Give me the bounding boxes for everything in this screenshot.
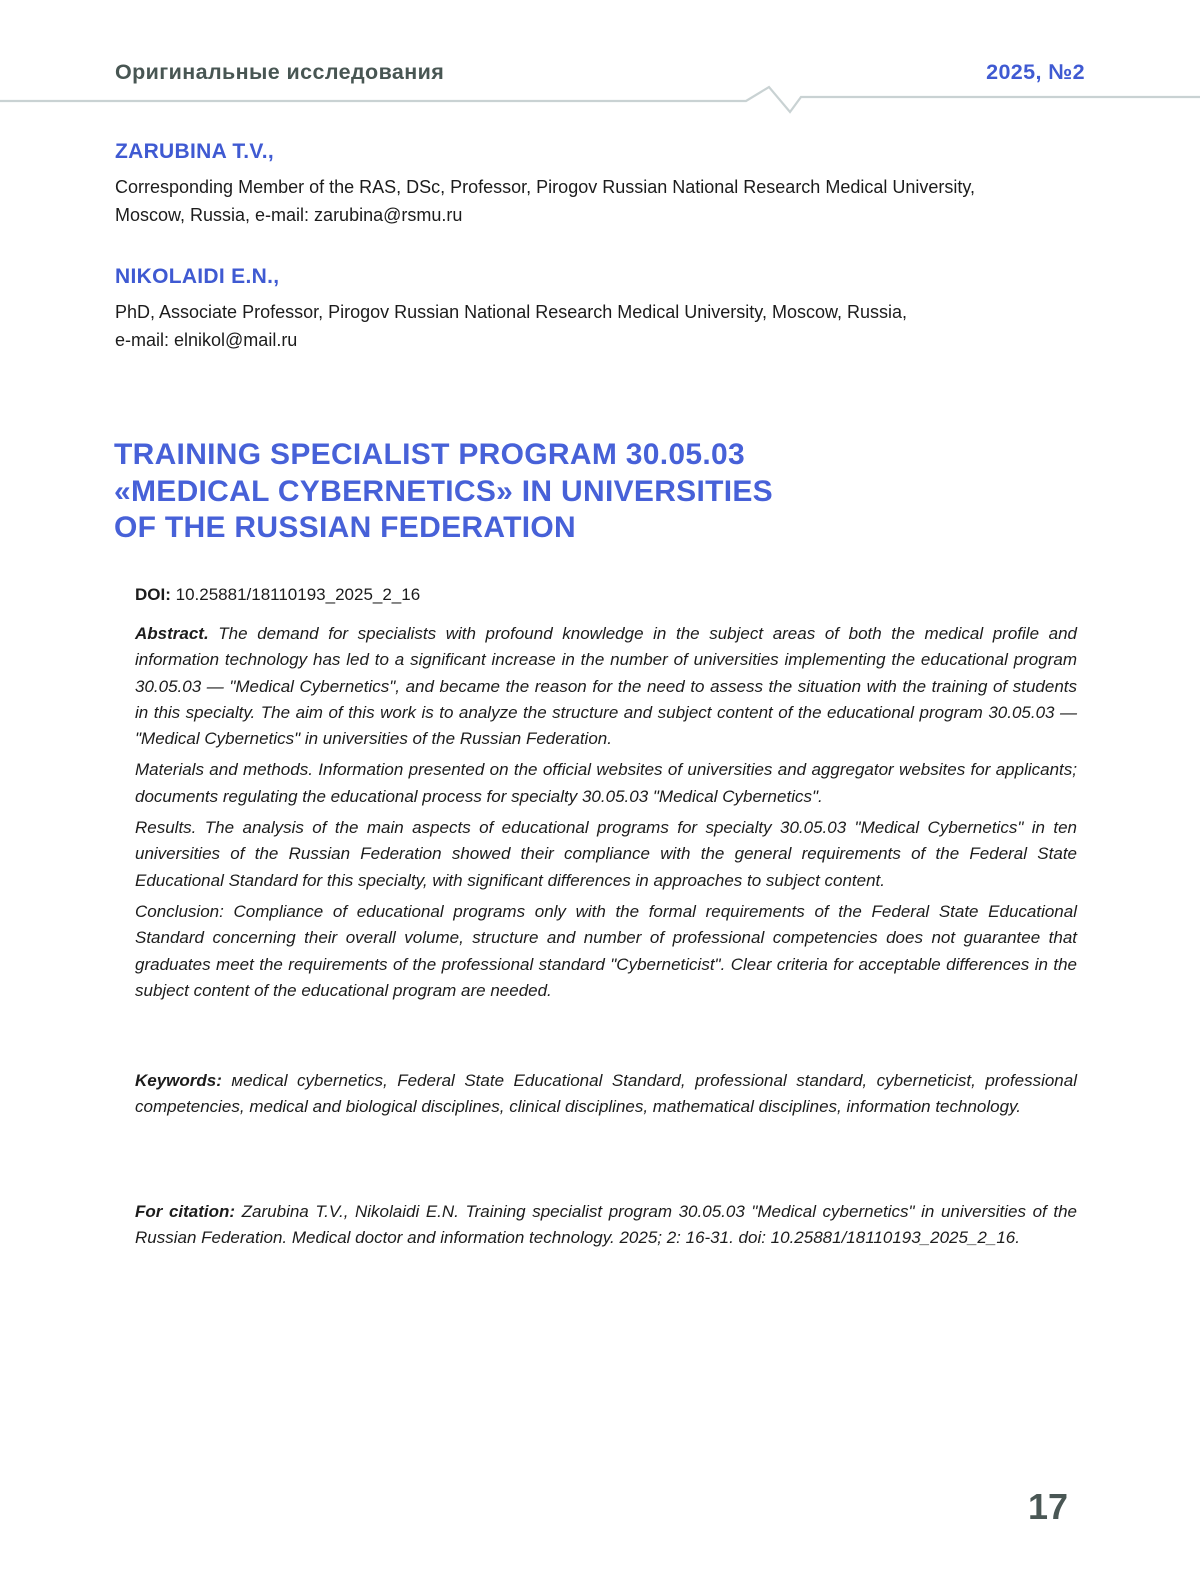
header-section-label: Оригинальные исследования [115,60,445,84]
author-affiliation: PhD, Associate Professor, Pirogov Russian National Research Medical University, Moscow, Russia, e-mail: elnikol@mail.ru [115,302,907,350]
keywords-text: мedical cybernetics, Federal State Educational Standard, professional standard, cyberneticist, professional competencies, medical and biological disciplines, clinical disciplines, mathematical disciplines, information technology. [135,1071,1077,1117]
author-block [115,140,1080,229]
abstract-paragraph [135,757,1077,810]
page-number: 17 [1027,1486,1068,1527]
results-text: Results. The analysis of the main aspects of educational programs for specialty 30.05.03 "Medical Cybernetics" in ten universities of the Russian Federation showed their compliance with the general requirements of the Federal State Educational Standard for this specialty, with significant differences in approaches to subject content. [135,818,1077,890]
header-issue-label: 2025, №2 [986,60,1085,84]
conclusion-text: Conclusion: Compliance of educational programs only with the formal requirements of the Federal State Educational Standard concerning their overall volume, structure and number of professional competencies does not guarantee that graduates meet the requirements of the professional standard "Cyberneticist". Clear criteria for acceptable differences in the subject content of the educational program are needed. [135,901,1077,1000]
abstract-paragraph [135,899,1077,1004]
doi-line [135,585,420,605]
abstract-text: The demand for specialists with profound knowledge in the subject areas of both the medical profile and information technology has led to a significant increase in the number of universities implementing the educational program 30.05.03 — "Medical Cybernetics", and became the reason for the need to assess the situation with the training of students in this specialty. The aim of this work is to analyze the structure and subject content of the educational program 30.05.03 — "Medical Cybernetics" in universities of the Russian Federation. [135,624,1077,749]
for-citation [135,1199,1077,1252]
author-name: NIKOLAIDI E.N., [115,265,280,288]
running-head [115,60,1085,85]
article-title [114,437,1014,547]
keywords-label: Keywords: [135,1071,222,1090]
article-title-line-3: OF THE RUSSIAN FEDERATION [114,511,576,544]
materials-text: Materials and methods. Information presented on the official websites of universities and aggregator websites for applicants; documents regulating the educational process for specialty 30.05.03 "Medical Cybernetics". [135,760,1077,806]
keywords [135,1068,1077,1121]
author-name: ZARUBINA T.V., [115,140,274,163]
abstract-label: Abstract. [135,624,209,643]
abstract [135,621,1077,1009]
citation-label: For citation: [135,1202,236,1221]
author-block [115,265,1080,354]
doi-label: DOI: [135,585,171,604]
author-list [115,140,1080,354]
header-divider-pulse [0,84,1200,116]
article-title-line-1: TRAINING SPECIALIST PROGRAM 30.05.03 [114,438,745,471]
abstract-paragraph [135,621,1077,752]
abstract-paragraph [135,815,1077,894]
author-affiliation: Corresponding Member of the RAS, DSc, Professor, Pirogov Russian National Research Medical University, Moscow, Russia, e-mail: zarubina@rsmu.ru [115,177,976,225]
citation-text: Zarubina T.V., Nikolaidi E.N. Training specialist program 30.05.03 "Medical cybernetics" in universities of the Russian Federation. Medical doctor and information technology. 2025; 2: 16-31. doi: 10.25881/18110193_2025_2_16. [135,1202,1077,1248]
doi-value: 10.25881/18110193_2025_2_16 [175,585,421,604]
article-title-line-2: «MEDICAL CYBERNETICS» IN UNIVERSITIES [114,474,773,508]
